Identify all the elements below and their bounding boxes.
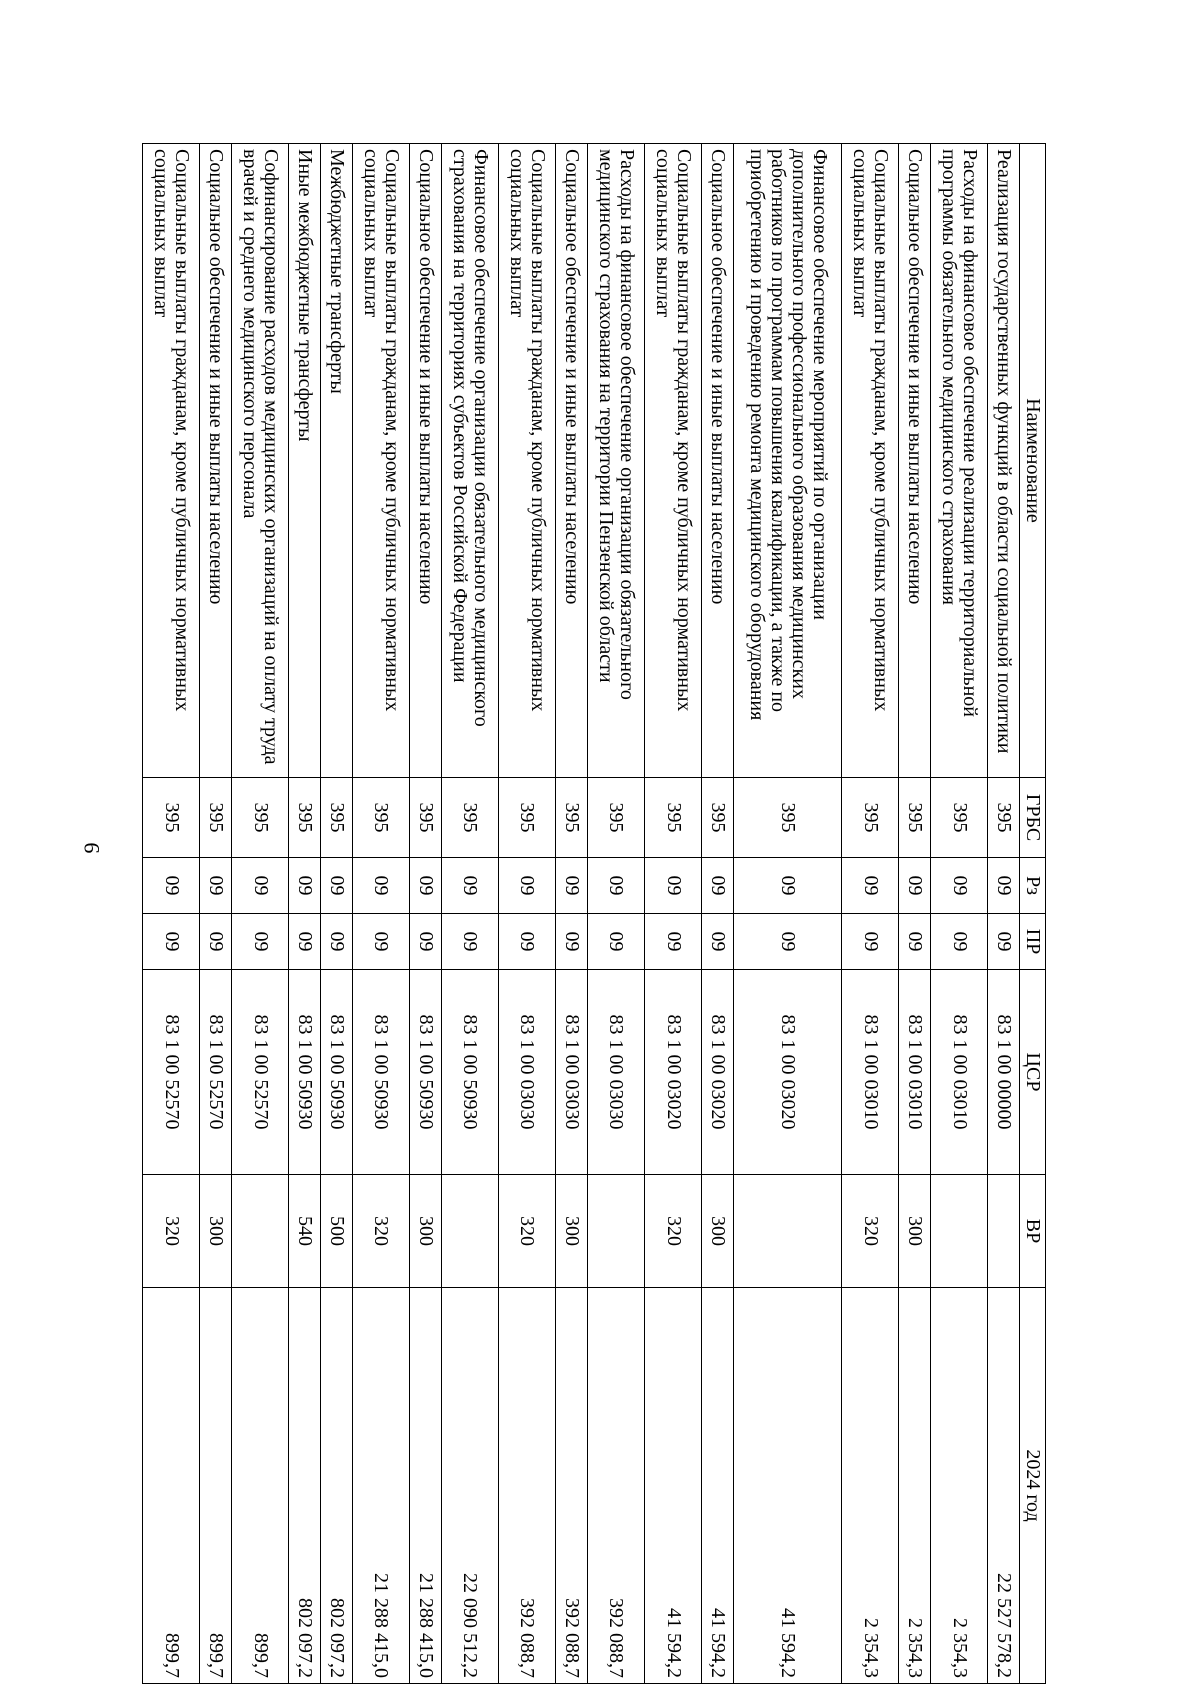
cell-name: Социальное обеспечение и иные выплаты населению bbox=[556, 144, 588, 778]
cell-vr: 300 bbox=[409, 1175, 441, 1288]
cell-y2024: 899,7 bbox=[200, 1288, 232, 1684]
table-container bbox=[142, 143, 1046, 1683]
cell-pr: 09 bbox=[931, 914, 988, 970]
cell-grbs: 395 bbox=[409, 778, 441, 858]
cell-rz: 09 bbox=[587, 858, 644, 914]
cell-csr: 83 1 00 03020 bbox=[733, 970, 841, 1175]
cell-rz: 09 bbox=[200, 858, 232, 914]
cell-y2024: 392 088,7 bbox=[556, 1288, 588, 1684]
cell-pr: 09 bbox=[232, 914, 289, 970]
cell-y2024: 22 090 512,2 bbox=[441, 1288, 498, 1684]
cell-csr: 83 1 00 52570 bbox=[232, 970, 289, 1175]
cell-grbs: 395 bbox=[644, 778, 701, 858]
cell-rz: 09 bbox=[931, 858, 988, 914]
table-row bbox=[352, 144, 409, 1684]
table-row bbox=[143, 144, 200, 1684]
header-2024: 2024 год bbox=[1020, 1288, 1046, 1684]
cell-rz: 09 bbox=[498, 858, 555, 914]
cell-grbs: 395 bbox=[931, 778, 988, 858]
cell-vr: 300 bbox=[556, 1175, 588, 1288]
cell-vr bbox=[988, 1175, 1020, 1288]
cell-grbs: 395 bbox=[498, 778, 555, 858]
cell-csr: 83 1 00 50930 bbox=[409, 970, 441, 1175]
cell-pr: 09 bbox=[200, 914, 232, 970]
table-row bbox=[644, 144, 701, 1684]
cell-pr: 09 bbox=[587, 914, 644, 970]
cell-vr: 320 bbox=[143, 1175, 200, 1288]
cell-pr: 09 bbox=[143, 914, 200, 970]
cell-grbs: 395 bbox=[200, 778, 232, 858]
cell-y2024: 899,7 bbox=[232, 1288, 289, 1684]
cell-rz: 09 bbox=[644, 858, 701, 914]
cell-y2024: 802 097,2 bbox=[321, 1288, 353, 1684]
cell-rz: 09 bbox=[702, 858, 734, 914]
cell-rz: 09 bbox=[352, 858, 409, 914]
cell-name: Социальные выплаты гражданам, кроме публичных нормативных социальных выплат bbox=[352, 144, 409, 778]
cell-rz: 09 bbox=[321, 858, 353, 914]
cell-rz: 09 bbox=[232, 858, 289, 914]
table-row bbox=[321, 144, 353, 1684]
cell-y2024: 2 354,3 bbox=[842, 1288, 899, 1684]
cell-rz: 09 bbox=[441, 858, 498, 914]
cell-grbs: 395 bbox=[988, 778, 1020, 858]
cell-csr: 83 1 00 03030 bbox=[498, 970, 555, 1175]
cell-csr: 83 1 00 50930 bbox=[321, 970, 353, 1175]
cell-csr: 83 1 00 03010 bbox=[931, 970, 988, 1175]
table-row bbox=[988, 144, 1020, 1684]
table-row bbox=[498, 144, 555, 1684]
cell-y2024: 2 354,3 bbox=[931, 1288, 988, 1684]
cell-vr bbox=[587, 1175, 644, 1288]
cell-csr: 83 1 00 52570 bbox=[143, 970, 200, 1175]
cell-name: Софинансирование расходов медицинских организаций на оплату труда врачей и среднего медицинского персонала bbox=[232, 144, 289, 778]
cell-vr: 320 bbox=[352, 1175, 409, 1288]
budget-table bbox=[142, 143, 1046, 1684]
cell-csr: 83 1 00 00000 bbox=[988, 970, 1020, 1175]
cell-vr bbox=[931, 1175, 988, 1288]
cell-pr: 09 bbox=[644, 914, 701, 970]
cell-name: Финансовое обеспечение организации обязательного медицинского страхования на территориях субъектов Российской Федерации bbox=[441, 144, 498, 778]
cell-name: Реализация государственных функций в области социальной политики bbox=[988, 144, 1020, 778]
cell-grbs: 395 bbox=[842, 778, 899, 858]
cell-rz: 09 bbox=[556, 858, 588, 914]
cell-vr: 300 bbox=[702, 1175, 734, 1288]
table-row bbox=[733, 144, 841, 1684]
cell-grbs: 395 bbox=[143, 778, 200, 858]
cell-pr: 09 bbox=[352, 914, 409, 970]
cell-y2024: 41 594,2 bbox=[702, 1288, 734, 1684]
header-csr: ЦСР bbox=[1020, 970, 1046, 1175]
cell-name: Социальное обеспечение и иные выплаты населению bbox=[702, 144, 734, 778]
table-row bbox=[899, 144, 931, 1684]
cell-grbs: 395 bbox=[441, 778, 498, 858]
cell-y2024: 21 288 415,0 bbox=[409, 1288, 441, 1684]
cell-pr: 09 bbox=[441, 914, 498, 970]
cell-csr: 83 1 00 03030 bbox=[587, 970, 644, 1175]
cell-vr: 320 bbox=[842, 1175, 899, 1288]
cell-pr: 09 bbox=[899, 914, 931, 970]
cell-y2024: 392 088,7 bbox=[587, 1288, 644, 1684]
cell-pr: 09 bbox=[409, 914, 441, 970]
header-rz: Рз bbox=[1020, 858, 1046, 914]
table-row bbox=[441, 144, 498, 1684]
cell-grbs: 395 bbox=[587, 778, 644, 858]
cell-name: Социальные выплаты гражданам, кроме публичных нормативных социальных выплат bbox=[644, 144, 701, 778]
cell-grbs: 395 bbox=[289, 778, 321, 858]
cell-name: Социальные выплаты гражданам, кроме публичных нормативных социальных выплат bbox=[143, 144, 200, 778]
cell-y2024: 802 097,2 bbox=[289, 1288, 321, 1684]
cell-grbs: 395 bbox=[232, 778, 289, 858]
cell-name: Межбюджетные трансферты bbox=[321, 144, 353, 778]
cell-name: Финансовое обеспечение мероприятий по организации дополнительного профессионального образования медицинских работников по программам повышения квалификации, а также по приобретению и проведению ремонта медицинского оборудования bbox=[733, 144, 841, 778]
cell-csr: 83 1 00 03030 bbox=[556, 970, 588, 1175]
cell-csr: 83 1 00 50930 bbox=[352, 970, 409, 1175]
cell-y2024: 21 288 415,0 bbox=[352, 1288, 409, 1684]
header-vr: ВР bbox=[1020, 1175, 1046, 1288]
cell-name: Социальное обеспечение и иные выплаты населению bbox=[200, 144, 232, 778]
cell-csr: 83 1 00 50930 bbox=[289, 970, 321, 1175]
cell-csr: 83 1 00 03010 bbox=[842, 970, 899, 1175]
cell-y2024: 41 594,2 bbox=[644, 1288, 701, 1684]
page-number: 9 bbox=[79, 842, 104, 854]
cell-pr: 09 bbox=[988, 914, 1020, 970]
cell-vr bbox=[733, 1175, 841, 1288]
cell-rz: 09 bbox=[289, 858, 321, 914]
cell-pr: 09 bbox=[289, 914, 321, 970]
header-name: Наименование bbox=[1020, 144, 1046, 778]
cell-csr: 83 1 00 03020 bbox=[644, 970, 701, 1175]
table-body bbox=[143, 144, 1020, 1684]
cell-name: Расходы на финансовое обеспечение организации обязательного медицинского страхования на территории Пензенской области bbox=[587, 144, 644, 778]
table-row bbox=[556, 144, 588, 1684]
table-row bbox=[702, 144, 734, 1684]
cell-y2024: 899,7 bbox=[143, 1288, 200, 1684]
cell-pr: 09 bbox=[842, 914, 899, 970]
cell-y2024: 41 594,2 bbox=[733, 1288, 841, 1684]
cell-y2024: 22 527 578,2 bbox=[988, 1288, 1020, 1684]
cell-vr: 320 bbox=[644, 1175, 701, 1288]
cell-vr: 320 bbox=[498, 1175, 555, 1288]
cell-csr: 83 1 00 03020 bbox=[702, 970, 734, 1175]
cell-rz: 09 bbox=[899, 858, 931, 914]
table-row bbox=[232, 144, 289, 1684]
cell-rz: 09 bbox=[143, 858, 200, 914]
header-grbs: ГРБС bbox=[1020, 778, 1046, 858]
table-row bbox=[587, 144, 644, 1684]
table-row bbox=[842, 144, 899, 1684]
cell-vr: 540 bbox=[289, 1175, 321, 1288]
cell-pr: 09 bbox=[556, 914, 588, 970]
cell-csr: 83 1 00 52570 bbox=[200, 970, 232, 1175]
cell-grbs: 395 bbox=[321, 778, 353, 858]
cell-name: Иные межбюджетные трансферты bbox=[289, 144, 321, 778]
table-row bbox=[200, 144, 232, 1684]
cell-vr bbox=[232, 1175, 289, 1288]
cell-grbs: 395 bbox=[899, 778, 931, 858]
header-pr: ПР bbox=[1020, 914, 1046, 970]
cell-pr: 09 bbox=[733, 914, 841, 970]
cell-vr: 300 bbox=[200, 1175, 232, 1288]
cell-rz: 09 bbox=[988, 858, 1020, 914]
cell-name: Социальное обеспечение и иные выплаты населению bbox=[409, 144, 441, 778]
table-header-row bbox=[1020, 144, 1046, 1684]
cell-name: Социальное обеспечение и иные выплаты населению bbox=[899, 144, 931, 778]
cell-name: Социальные выплаты гражданам, кроме публичных нормативных социальных выплат bbox=[498, 144, 555, 778]
cell-pr: 09 bbox=[702, 914, 734, 970]
cell-csr: 83 1 00 50930 bbox=[441, 970, 498, 1175]
cell-vr bbox=[441, 1175, 498, 1288]
table-row bbox=[409, 144, 441, 1684]
cell-rz: 09 bbox=[842, 858, 899, 914]
cell-pr: 09 bbox=[498, 914, 555, 970]
cell-grbs: 395 bbox=[556, 778, 588, 858]
table-row bbox=[289, 144, 321, 1684]
cell-rz: 09 bbox=[733, 858, 841, 914]
cell-grbs: 395 bbox=[733, 778, 841, 858]
table-row bbox=[931, 144, 988, 1684]
cell-grbs: 395 bbox=[352, 778, 409, 858]
cell-csr: 83 1 00 03010 bbox=[899, 970, 931, 1175]
cell-vr: 500 bbox=[321, 1175, 353, 1288]
cell-name: Социальные выплаты гражданам, кроме публичных нормативных социальных выплат bbox=[842, 144, 899, 778]
cell-y2024: 2 354,3 bbox=[899, 1288, 931, 1684]
cell-name: Расходы на финансовое обеспечение реализации территориальной программы обязательного медицинского страхования bbox=[931, 144, 988, 778]
cell-vr: 300 bbox=[899, 1175, 931, 1288]
cell-pr: 09 bbox=[321, 914, 353, 970]
cell-grbs: 395 bbox=[702, 778, 734, 858]
cell-y2024: 392 088,7 bbox=[498, 1288, 555, 1684]
cell-rz: 09 bbox=[409, 858, 441, 914]
